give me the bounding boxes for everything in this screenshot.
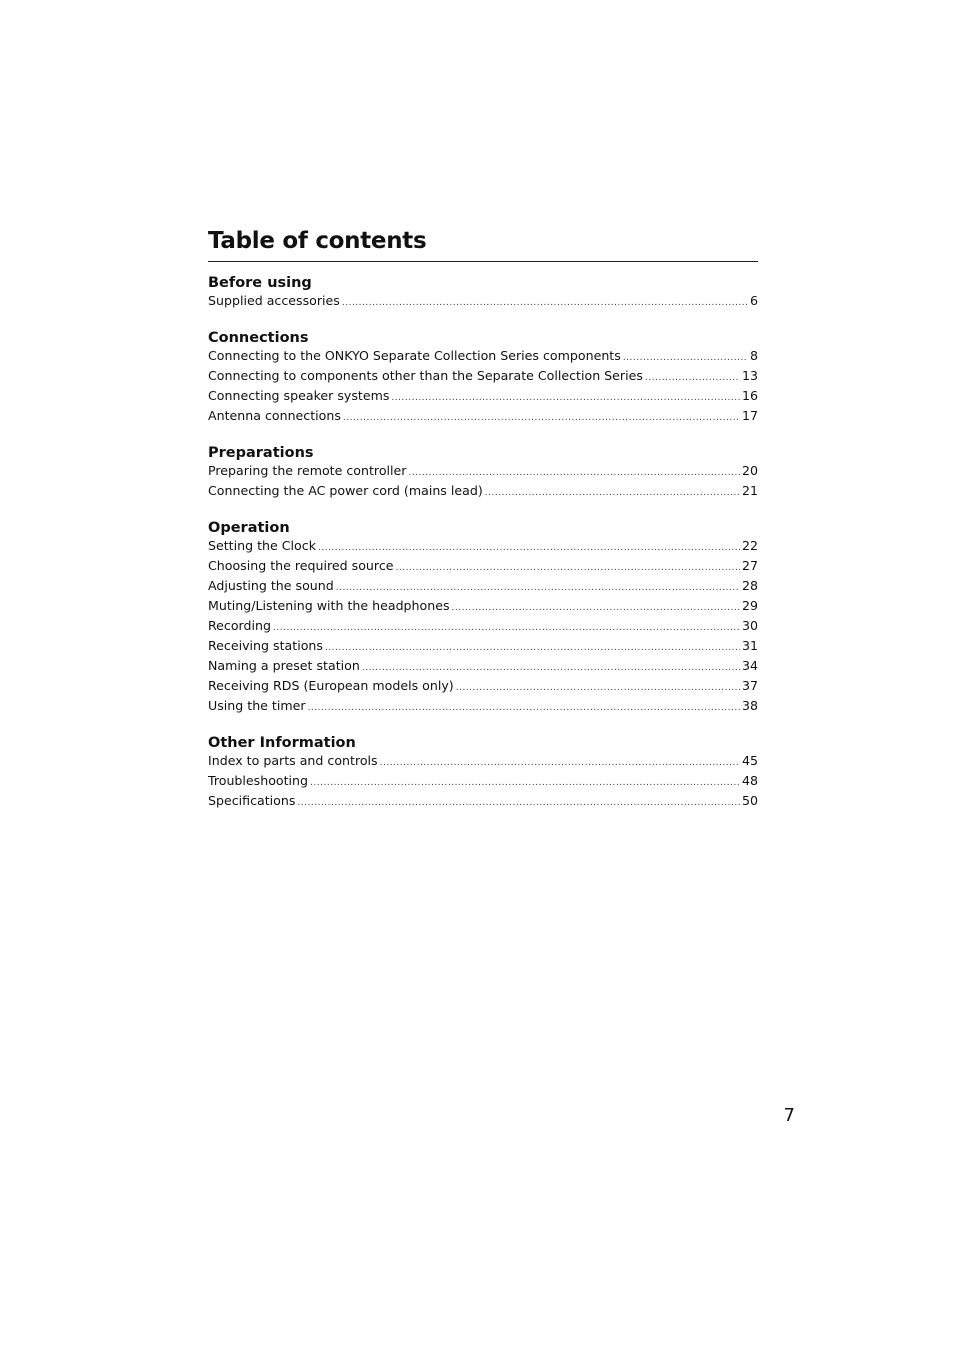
dot-leader (380, 752, 740, 772)
entry-label: Index to parts and controls (208, 753, 378, 768)
dot-leader (362, 657, 740, 677)
entry-page-number: 45 (741, 753, 758, 768)
entry-label: Naming a preset station (208, 658, 360, 673)
entry-page-number: 20 (741, 463, 758, 478)
entry-label: Setting the Clock (208, 538, 316, 553)
entry-label: Antenna connections (208, 408, 341, 423)
entry-page-number: 34 (741, 658, 758, 673)
dot-leader (325, 637, 740, 657)
section-heading: Operation (208, 520, 290, 536)
toc-entry[interactable] (208, 482, 758, 502)
section-heading: Before using (208, 275, 312, 291)
dot-leader (273, 617, 740, 637)
entry-page-number: 27 (741, 558, 758, 573)
entry-page-number: 38 (741, 698, 758, 713)
entry-page-number: 30 (741, 618, 758, 633)
dot-leader (342, 292, 748, 312)
entry-label: Troubleshooting (208, 773, 309, 788)
section-before-using (208, 274, 758, 312)
entry-page-number: 37 (741, 678, 758, 693)
entry-page-number: 6 (749, 293, 758, 308)
dot-leader (310, 772, 740, 792)
toc-entry[interactable] (208, 537, 758, 557)
entry-label: Preparing the remote controller (208, 463, 407, 478)
dot-leader (391, 387, 740, 407)
entry-label: Recording (208, 618, 271, 633)
section-other-information (208, 734, 758, 812)
entry-page-number: 31 (741, 638, 758, 653)
toc-entry[interactable] (208, 597, 758, 617)
entry-list (208, 537, 758, 717)
entry-list (208, 752, 758, 812)
entry-page-number: 28 (741, 578, 758, 593)
toc-entry[interactable] (208, 752, 758, 772)
toc-entry[interactable] (208, 292, 758, 312)
dot-leader (623, 347, 748, 367)
toc-entry[interactable] (208, 697, 758, 717)
toc-entry[interactable] (208, 772, 758, 792)
toc-entry[interactable] (208, 677, 758, 697)
entry-label: Connecting speaker systems (208, 388, 390, 403)
entry-label: Adjusting the sound (208, 578, 334, 593)
entry-label: Connecting to the ONKYO Separate Collection Series components (208, 348, 621, 363)
entry-page-number: 29 (741, 598, 758, 613)
dot-leader (343, 407, 740, 427)
dot-leader (408, 462, 740, 482)
dot-leader (456, 677, 740, 697)
dot-leader (318, 537, 740, 557)
entry-page-number: 21 (741, 483, 758, 498)
entry-page-number: 48 (741, 773, 758, 788)
dot-leader (645, 367, 740, 387)
entry-page-number: 22 (741, 538, 758, 553)
dot-leader (297, 792, 740, 812)
toc-entry[interactable] (208, 637, 758, 657)
page-number: 7 (783, 1105, 795, 1126)
dot-leader (336, 577, 740, 597)
dot-leader (485, 482, 740, 502)
toc-entry[interactable] (208, 347, 758, 367)
page-title: Table of contents (208, 226, 758, 262)
entry-label: Receiving RDS (European models only) (208, 678, 454, 693)
toc-entry[interactable] (208, 462, 758, 482)
section-preparations (208, 444, 758, 502)
entry-page-number: 13 (741, 368, 758, 383)
entry-label: Connecting to components other than the Separate Collection Series (208, 368, 643, 383)
table-of-contents (208, 226, 758, 812)
toc-entry[interactable] (208, 557, 758, 577)
toc-entry[interactable] (208, 387, 758, 407)
entry-list (208, 347, 758, 427)
entry-page-number: 8 (749, 348, 758, 363)
entry-label: Supplied accessories (208, 293, 340, 308)
entry-label: Choosing the required source (208, 558, 394, 573)
toc-entry[interactable] (208, 577, 758, 597)
entry-list (208, 292, 758, 312)
entry-page-number: 17 (741, 408, 758, 423)
toc-entry[interactable] (208, 617, 758, 637)
dot-leader (396, 557, 740, 577)
entry-page-number: 50 (741, 793, 758, 808)
entry-label: Using the timer (208, 698, 306, 713)
dot-leader (452, 597, 740, 617)
section-heading: Other Information (208, 735, 356, 751)
section-connections (208, 329, 758, 427)
toc-entry[interactable] (208, 792, 758, 812)
toc-entry[interactable] (208, 367, 758, 387)
toc-entry[interactable] (208, 407, 758, 427)
entry-label: Receiving stations (208, 638, 323, 653)
entry-label: Connecting the AC power cord (mains lead) (208, 483, 483, 498)
section-heading: Connections (208, 330, 309, 346)
entry-page-number: 16 (741, 388, 758, 403)
dot-leader (308, 697, 740, 717)
section-operation (208, 519, 758, 717)
section-heading: Preparations (208, 445, 314, 461)
toc-entry[interactable] (208, 657, 758, 677)
entry-list (208, 462, 758, 502)
entry-label: Muting/Listening with the headphones (208, 598, 450, 613)
entry-label: Specifications (208, 793, 296, 808)
